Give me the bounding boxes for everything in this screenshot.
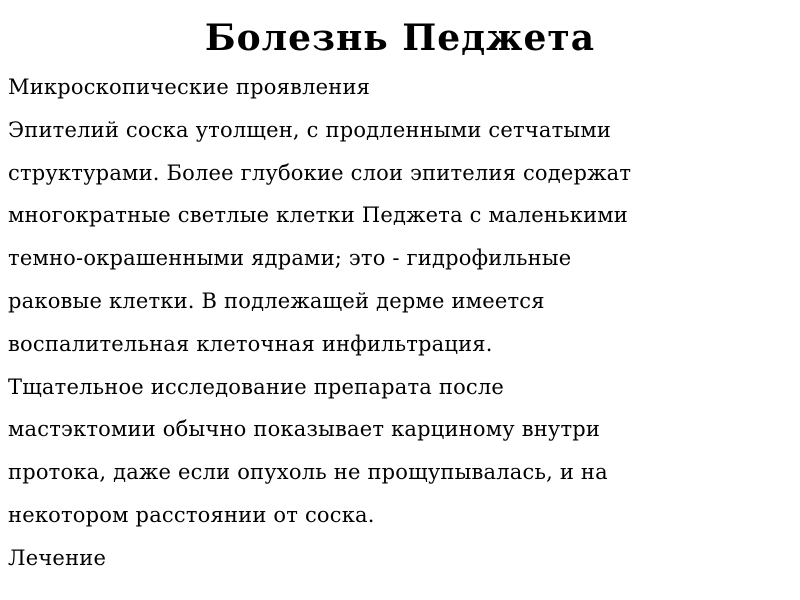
paragraph-line: Эпителий соска утолщен, с продленными сетчатыми xyxy=(8,117,612,142)
subheading-microscopic: Микроскопические проявления xyxy=(8,75,371,99)
paragraph-line: темно-окрашенными ядрами; это - гидрофильные xyxy=(8,246,572,271)
paragraph-line: некотором расстоянии от соска. xyxy=(8,502,375,527)
paragraph-line: структурами. Более глубокие слои эпителия содержат xyxy=(8,160,632,185)
paragraph-line: Тщательное исследование препарата после xyxy=(8,374,505,399)
paragraph-line: раковые клетки. В подлежащей дерме имеется xyxy=(8,288,545,313)
subheading-treatment: Лечение xyxy=(8,545,107,570)
paragraph-line: воспалительная клеточная инфильтрация. xyxy=(8,331,493,356)
slide-title: Болезнь Педжета xyxy=(204,17,596,59)
paragraph-line: многократные светлые клетки Педжета с маленькими xyxy=(8,203,629,228)
slide-body xyxy=(8,66,796,580)
paragraph-line: мастэктомии обычно показывает карциному внутри xyxy=(8,417,601,442)
paragraph-line: протока, даже если опухоль не прощупывалась, и на xyxy=(8,460,608,485)
